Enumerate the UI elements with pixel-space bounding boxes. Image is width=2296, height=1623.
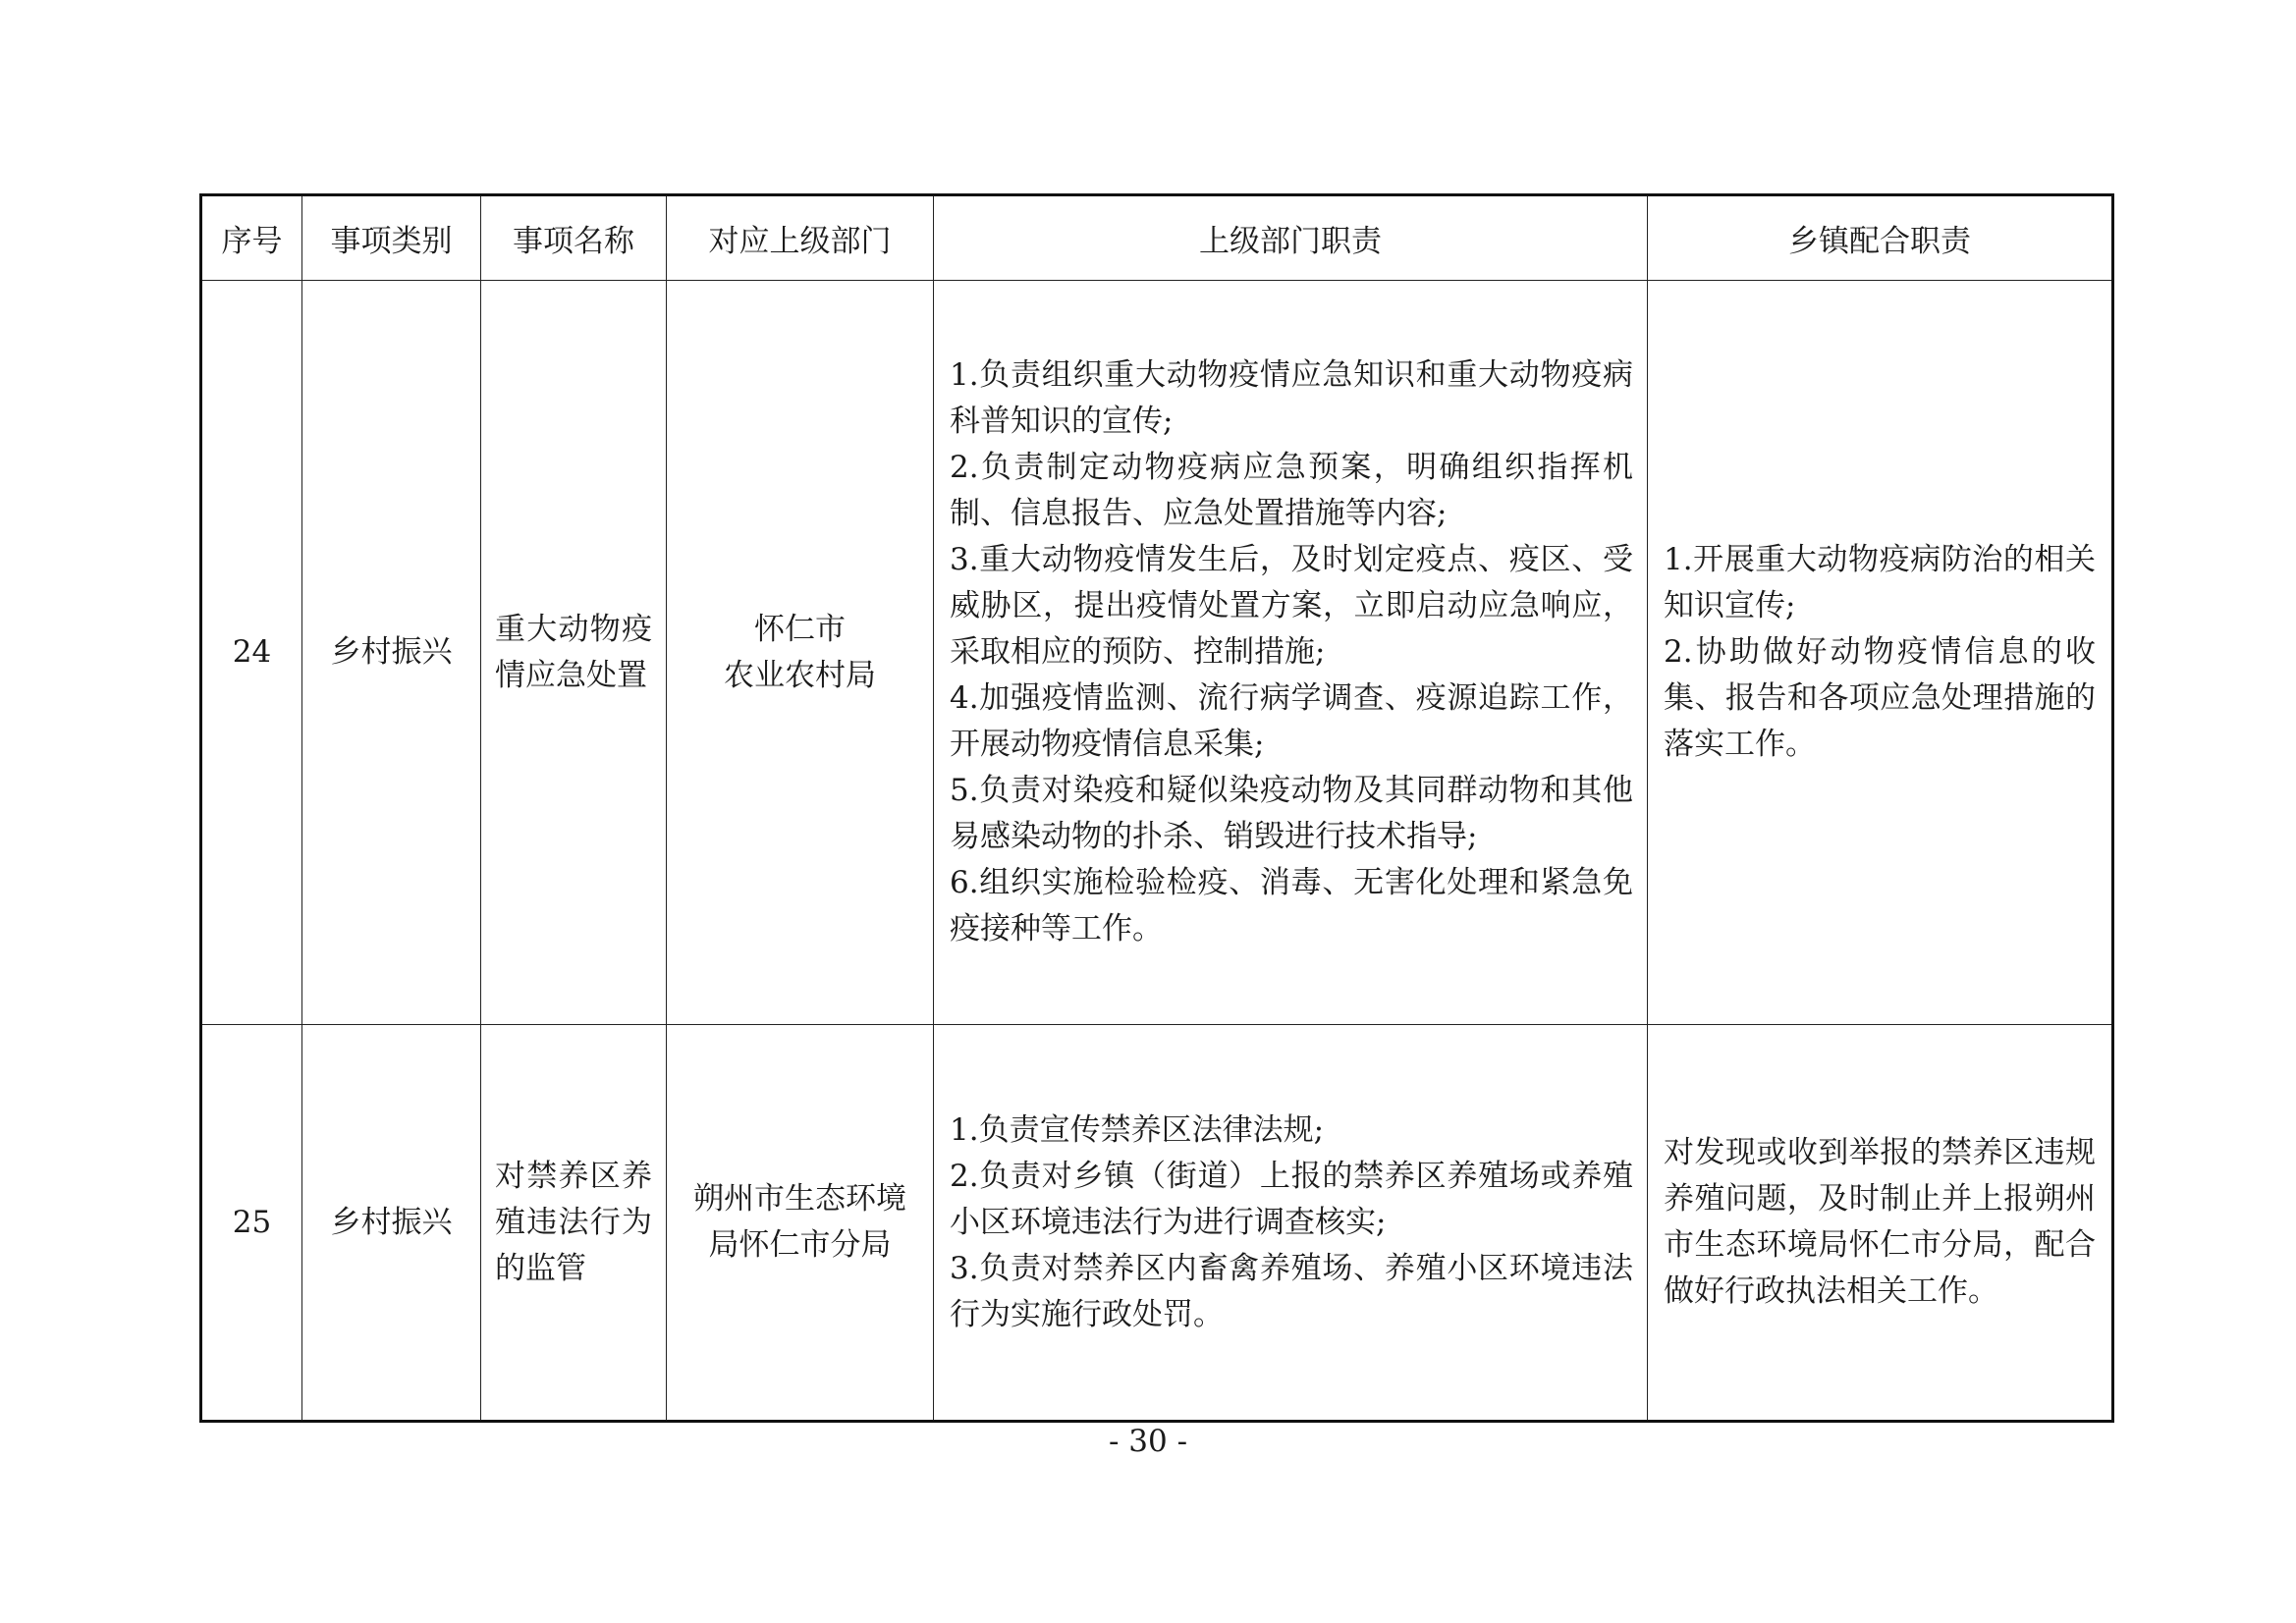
duty-item: 3.负责对禁养区内畜禽养殖场、养殖小区环境违法行为实施行政处罚。	[950, 1250, 1633, 1332]
header-name: 事项名称	[481, 195, 667, 281]
header-category: 事项类别	[302, 195, 481, 281]
duty-item: 1.负责组织重大动物疫情应急知识和重大动物疫病科普知识的宣传;	[950, 357, 1633, 439]
table-row	[201, 281, 2113, 1025]
row-category: 乡村振兴	[302, 281, 481, 1025]
row-cooperation	[1648, 1025, 2113, 1422]
row-category: 乡村振兴	[302, 1025, 481, 1422]
header-number: 序号	[201, 195, 302, 281]
table-row	[201, 1025, 2113, 1422]
row-department	[667, 281, 934, 1025]
department-line: 怀仁市 农业农村局	[724, 611, 876, 693]
row-number: 24	[201, 281, 302, 1025]
page-number: - 30 -	[1108, 1424, 1188, 1459]
cooperation-item: 1.开展重大动物疫病防治的相关知识宣传;	[1664, 542, 2096, 623]
duty-item: 5.负责对染疫和疑似染疫动物及其同群动物和其他易感染动物的扑杀、销毁进行技术指导;	[950, 773, 1633, 854]
table-body	[201, 281, 2113, 1422]
duty-table	[199, 193, 2114, 1423]
header-cooperation: 乡镇配合职责	[1648, 195, 2113, 281]
row-cooperation	[1648, 281, 2113, 1025]
row-item-name: 对禁养区养殖违法行为的监管	[481, 1025, 667, 1422]
duty-item: 3.重大动物疫情发生后，及时划定疫点、疫区、受威胁区，提出疫情处置方案，立即启动应急响应，采取相应的预防、控制措施;	[950, 542, 1633, 670]
duty-item: 2.负责制定动物疫病应急预案，明确组织指挥机制、信息报告、应急处置措施等内容;	[950, 450, 1633, 531]
cooperation-item: 对发现或收到举报的禁养区违规养殖问题，及时制止并上报朔州市生态环境局怀仁市分局，配合做好行政执法相关工作。	[1664, 1135, 2096, 1309]
header-department: 对应上级部门	[667, 195, 934, 281]
row-duties	[934, 1025, 1648, 1422]
table-header	[201, 195, 2113, 281]
header-duties: 上级部门职责	[934, 195, 1648, 281]
duty-item: 4.加强疫情监测、流行病学调查、疫源追踪工作，开展动物疫情信息采集;	[950, 680, 1633, 762]
row-item-name: 重大动物疫情应急处置	[481, 281, 667, 1025]
row-number: 25	[201, 1025, 302, 1422]
row-department: 朔州市生态环境局怀仁市分局	[667, 1025, 934, 1422]
duty-item: 6.组织实施检验检疫、消毒、无害化处理和紧急免疫接种等工作。	[950, 865, 1633, 947]
duty-item: 1.负责宣传禁养区法律法规;	[950, 1111, 1325, 1148]
duty-item: 2.负责对乡镇（街道）上报的禁养区养殖场或养殖小区环境违法行为进行调查核实;	[950, 1158, 1633, 1240]
cooperation-item: 2.协助做好动物疫情信息的收集、报告和各项应急处理措施的落实工作。	[1664, 634, 2096, 762]
row-duties	[934, 281, 1648, 1025]
header-row	[201, 195, 2113, 281]
